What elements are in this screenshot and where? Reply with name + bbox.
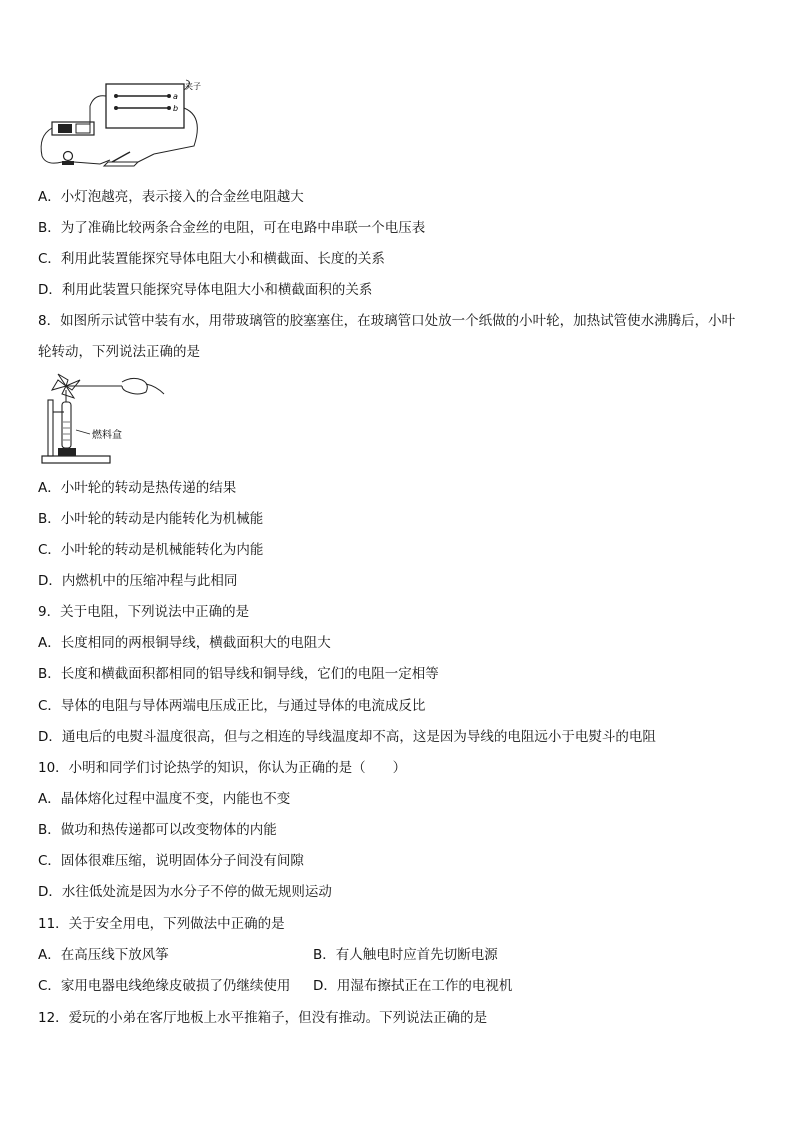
hand (122, 378, 147, 394)
q9-option-a: A．长度相同的两根铜导线，横截面积大的电阻大 (38, 635, 331, 651)
q9-option-b: B．长度和横截面积都相同的铝导线和铜导线，它们的电阻一定相等 (38, 666, 439, 682)
q9-option-c: C．导体的电阻与导体两端电压成正比，与通过导体的电流成反比 (38, 698, 426, 714)
q8-option-b: B．小叶轮的转动是内能转化为机械能 (38, 511, 264, 527)
q7-option-d: D．利用此装置只能探究导体电阻大小和横截面积的关系 (38, 282, 373, 298)
q7-option-a: A．小灯泡越亮，表示接入的合金丝电阻越大 (38, 189, 304, 205)
q8-option-a: A．小叶轮的转动是热传递的结果 (38, 480, 237, 496)
label-a: a (173, 92, 178, 101)
q10-option-a: A．晶体熔化过程中温度不变，内能也不变 (38, 791, 291, 807)
q8-option-c: C．小叶轮的转动是机械能转化为内能 (38, 542, 264, 558)
stand-base (42, 456, 110, 463)
circuit-figure (34, 76, 234, 176)
fuel-box (58, 448, 76, 456)
q10-option-b: B．做功和热传递都可以改变物体的内能 (38, 822, 277, 838)
label-b: b (173, 104, 179, 113)
fuel-box-label: 燃料盒 (92, 430, 122, 441)
q11-option-b: B．有人触电时应首先切断电源 (313, 947, 498, 963)
stand-pole (48, 400, 53, 456)
test-tube (62, 402, 71, 448)
pinwheel-figure (38, 372, 178, 467)
q11-option-d: D．用湿布擦拭正在工作的电视机 (313, 978, 513, 994)
q8-stem-line1: 8．如图所示试管中装有水，用带玻璃管的胶塞塞住，在玻璃管口处放一个纸做的小叶轮，加热试管使水沸腾后，小叶 (38, 313, 736, 329)
q12-stem: 12．爱玩的小弟在客厅地板上水平推箱子，但没有推动。下列说法正确的是 (38, 1010, 488, 1026)
q9-stem: 9．关于电阻，下列说法中正确的是 (38, 604, 250, 620)
q11-option-c: C．家用电器电线绝缘皮破损了仍继续使用 (38, 978, 291, 994)
q10-stem: 10．小明和同学们讨论热学的知识，你认为正确的是（ ） (38, 760, 407, 776)
q8-option-d: D．内燃机中的压缩冲程与此相同 (38, 573, 238, 589)
q7-option-c: C．利用此装置能探究导体电阻大小和横截面、长度的关系 (38, 251, 385, 267)
q8-stem-line2: 轮转动，下列说法正确的是 (38, 344, 200, 360)
q11-stem: 11．关于安全用电，下列做法中正确的是 (38, 916, 285, 932)
label-clip: 夹子 (185, 82, 201, 91)
q11-option-a: A．在高压线下放风筝 (38, 947, 169, 963)
bulb (64, 152, 73, 161)
q10-option-c: C．固体很难压缩，说明固体分子间没有间隙 (38, 853, 304, 869)
q9-option-d: D．通电后的电熨斗温度很高，但与之相连的导线温度却不高，这是因为导线的电阻远小于电熨斗的电阻 (38, 729, 656, 745)
switch (104, 162, 138, 166)
q7-option-b: B．为了准确比较两条合金丝的电阻，可在电路中串联一个电压表 (38, 220, 426, 236)
q10-option-d: D．水往低处流是因为水分子不停的做无规则运动 (38, 884, 332, 900)
